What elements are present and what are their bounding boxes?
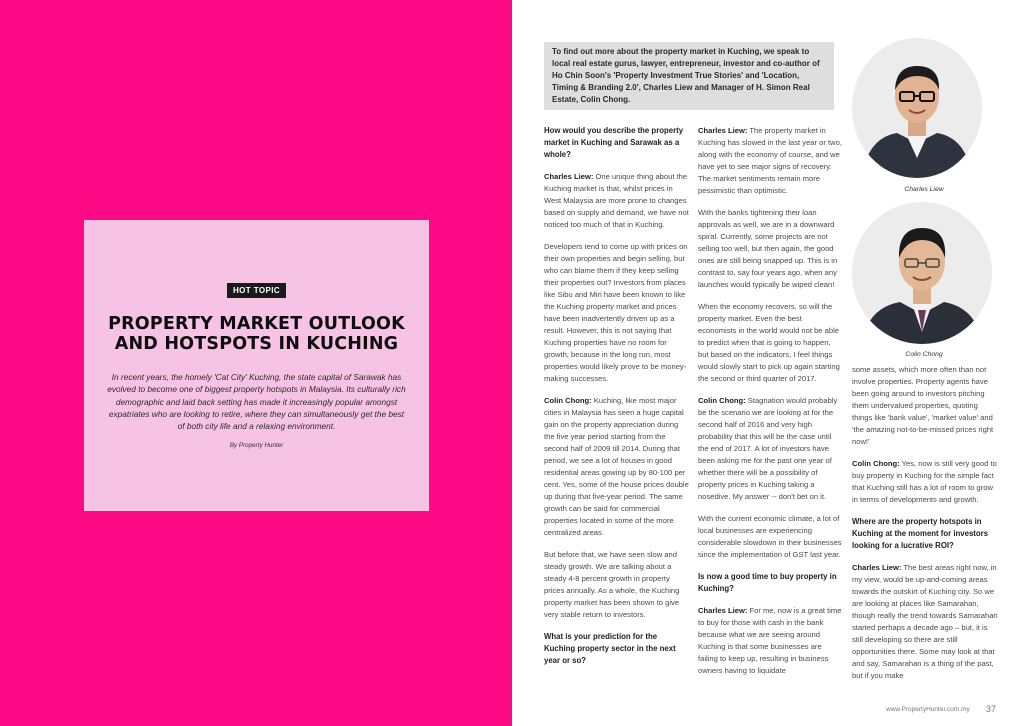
article-column-3 [852, 364, 998, 692]
article-column-2 [698, 125, 842, 687]
speaker-label: Charles Liew: [698, 126, 748, 135]
question-1: How would you describe the property market in Kuching and Sarawak as a whole? [544, 126, 684, 159]
lead-box: To find out more about the property market in Kuching, we speak to local real estate gurus, lawyer, entrepreneur, investor and co-author of Ho Chin Soon's 'Property Investment True Stories' and 'Location, Timing & Branding 2.0', Charles Liew and Manager of H. Simon Real Estate, Colin Chong. [544, 42, 834, 110]
paragraph-text: For me, now is a great time to buy for those with cash in the bank because what we are seeing around Kuching is that some businesses are failing to keep up, resulting in business owners having to liquidate [698, 606, 842, 675]
title-box [84, 220, 429, 511]
charles-liew-photo [852, 38, 982, 178]
paragraph-text: The property market in Kuching has slowed in the last year or two, along with the economy of course, and we have yet to see major signs of recovery. The market sentiments remain more pessimistic than optimistic. [698, 126, 842, 195]
intro-text: In recent years, the homely 'Cat City' Kuching, the state capital of Sarawak has evolved to become one of biggest property hotspots in Malaysia. Its culturally rich demographic and laid back setting has made it increasingly popular amongst expatriates who are looking to retire, where they can simultaneously get the best of both city life and a relaxing environment. [107, 372, 406, 432]
paragraph: But before that, we have seen slow and steady growth. We are talking about a steady 4-8 percent growth in property prices annually. As a whole, the Kuching property market has been shown to give very stable return to investors. [544, 550, 680, 619]
footer-url: www.PropertyHunter.com.my [886, 706, 970, 713]
speaker-label: Charles Liew: [698, 606, 748, 615]
byline: By Property Hunter [229, 442, 284, 450]
question-4: Where are the property hotspots in Kuching at the moment for investors looking for a lucrative ROI? [852, 517, 989, 550]
colin-chong-photo [852, 202, 992, 344]
paragraph: With the current economic climate, a lot of local businesses are experiencing considerable slowdown in their businesses since the implementation of GST last year. [698, 514, 842, 559]
paragraph: When the economy recovers, so will the property market. Even the best economists in the world would not be able to predict when that is going to happen, but based on the indicators, I feel things would slowly start to pick up again starting the second or third quarter of 2017. [698, 302, 840, 383]
paragraph-text: The best areas right now, in my view, would be up-and-coming areas towards the outskirt of Kuching city. So we are looking at places like Samarahan, though really the trend towards Samarahan started perhaps a decade ago – but, it is still developing so there are still opportunities there. Some may look at that and say, Samarahan is a thing of the past, but if you make [852, 563, 998, 680]
portrait-icon [852, 202, 992, 344]
hot-topic-tag: HOT TOPIC [227, 283, 286, 298]
question-2: What is your prediction for the Kuching property sector in the next year or so? [544, 632, 676, 665]
speaker-label: Charles Liew: [852, 563, 902, 572]
paragraph-text: Kuching, like most major cities in Malaysia has seen a huge capital gain on the property appreciation during the five year period starting from the second half of 2009 till 2014. During that period, we see a lot of houses in good residential areas gowing up by 80-100 per cent. Yes, some of the house prices double up during that five-year period. The same growth can be said for commercial properties located in some of the more centralized areas. [544, 396, 689, 537]
paragraph-text: One unique thing about the Kuching market is that, whilst prices in West Malaysia are more prone to changes based on supply and demand, we have not noticed too much of that in Kuching. [544, 172, 689, 229]
portrait-icon [852, 38, 982, 178]
speaker-label: Colin Chong: [544, 396, 592, 405]
paragraph: With the banks tightening their loan approvals as well, we are in a downward spiral. Currently, some projects are not selling too well, but then again, the good ones are still being snapped up. This is in contrast to, say four years ago, when any launches would typically be wiped clean! [698, 208, 838, 289]
paragraph: some assets, which more often than not involve properties. Property agents have been going around to investors pitching them undervalued properties, quoting things like 'bank value', 'market value' and 'the amazing not-to-be-missed prices right now!' [852, 365, 994, 446]
paragraph [698, 395, 842, 503]
question-3: Is now a good time to buy property in Kuching? [698, 572, 837, 593]
speaker-label: Colin Chong: [852, 459, 900, 468]
paragraph [544, 171, 690, 231]
speaker-label: Charles Liew: [544, 172, 594, 181]
paragraph [544, 395, 690, 539]
paragraph [852, 562, 998, 682]
paragraph [852, 458, 998, 506]
article-column-1 [544, 125, 690, 677]
paragraph [698, 605, 842, 677]
paragraph-text: Stagnation would probably be the scenario we are looking at for the second half of 2016 and very high probability that this will be the case until the end of 2017. A lot of investors have been asking me for the past one year of whether there will be a possibility of property prices in Kuching taking a nosedive. My answer -- don't bet on it. [698, 396, 838, 501]
photo-caption: Colin Chong [905, 351, 943, 358]
paragraph [698, 125, 842, 197]
photo-caption: Charles Liew [904, 186, 944, 193]
speaker-label: Colin Chong: [698, 396, 746, 405]
page-number: 37 [986, 704, 997, 714]
paragraph-text: Yes, now is still very good to buy property in Kuching for the simple fact that Kuching still has a lot of room to grow in terms of developments and growth. [852, 459, 997, 504]
headline: PROPERTY MARKET OUTLOOK AND HOTSPOTS IN KUCHING [108, 314, 405, 354]
paragraph: Developers tend to come up with prices on their own properties and begin selling, but who can blame them if they keep selling their properties out? Investors from places like Sibu and Miri have been known to like the Kuching property market and prices have been inadvertently driven up as a result. However, this is not saying that Kuching properties have no room for growth, because in the long run, most properties would likely prove to be money-making successes. [544, 242, 688, 383]
